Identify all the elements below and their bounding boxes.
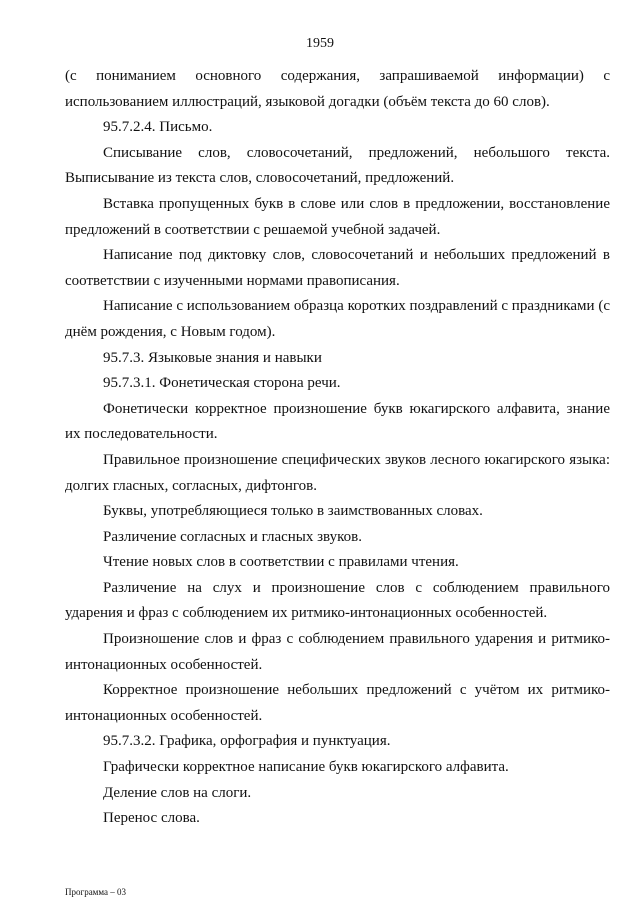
paragraph: Списывание слов, словосочетаний, предложений, небольшого текста. Выписывание из текста слов, словосочетаний, предложений. xyxy=(65,144,610,187)
paragraph: Фонетически корректное произношение букв юкагирского алфавита, знание их последовательности. xyxy=(65,400,610,443)
section-heading: 95.7.2.4. Письмо. xyxy=(103,119,213,136)
paragraph: Правильное произношение специфических звуков лесного юкагирского языка: долгих гласных, согласных, дифтонгов. xyxy=(65,451,610,494)
paragraph: Различение на слух и произношение слов с соблюдением правильного ударения и фраз с соблюдением их ритмико-интонационных особенностей. xyxy=(65,579,610,622)
paragraph: Различение согласных и гласных звуков. xyxy=(103,528,362,545)
section-heading: 95.7.3. Языковые знания и навыки xyxy=(103,349,322,366)
section-heading: 95.7.3.2. Графика, орфография и пунктуация. xyxy=(103,733,391,750)
footer-note: Программа – 03 xyxy=(65,887,127,897)
paragraph: Графически корректное написание букв юкагирского алфавита. xyxy=(103,759,509,776)
paragraph: Вставка пропущенных букв в слове или слов в предложении, восстановление предложений в соответствии с решаемой учебной задачей. xyxy=(65,195,610,238)
paragraph: Написание с использованием образца коротких поздравлений с праздниками (с днём рождения, с Новым годом). xyxy=(65,298,610,340)
page-number: 1959 xyxy=(306,36,334,51)
paragraph: Буквы, употребляющиеся только в заимствованных словах. xyxy=(103,503,483,520)
paragraph: Произношение слов и фраз с соблюдением правильного ударения и ритмико-интонационных особенностей. xyxy=(65,631,610,673)
paragraph: Перенос слова. xyxy=(103,810,200,827)
paragraph: (с пониманием основного содержания, запрашиваемой информации) с использованием иллюстраций, языковой догадки (объём текста до 60 слов). xyxy=(65,68,610,110)
section-heading: 95.7.3.1. Фонетическая сторона речи. xyxy=(103,375,341,392)
paragraph: Чтение новых слов в соответствии с правилами чтения. xyxy=(103,554,459,571)
document-body xyxy=(65,64,610,832)
paragraph: Корректное произношение небольших предложений с учётом их ритмико-интонационных особенностей. xyxy=(65,682,610,724)
paragraph: Написание под диктовку слов, словосочетаний и небольших предложений в соответствии с изученными нормами правописания. xyxy=(65,247,610,289)
paragraph: Деление слов на слоги. xyxy=(103,784,252,801)
